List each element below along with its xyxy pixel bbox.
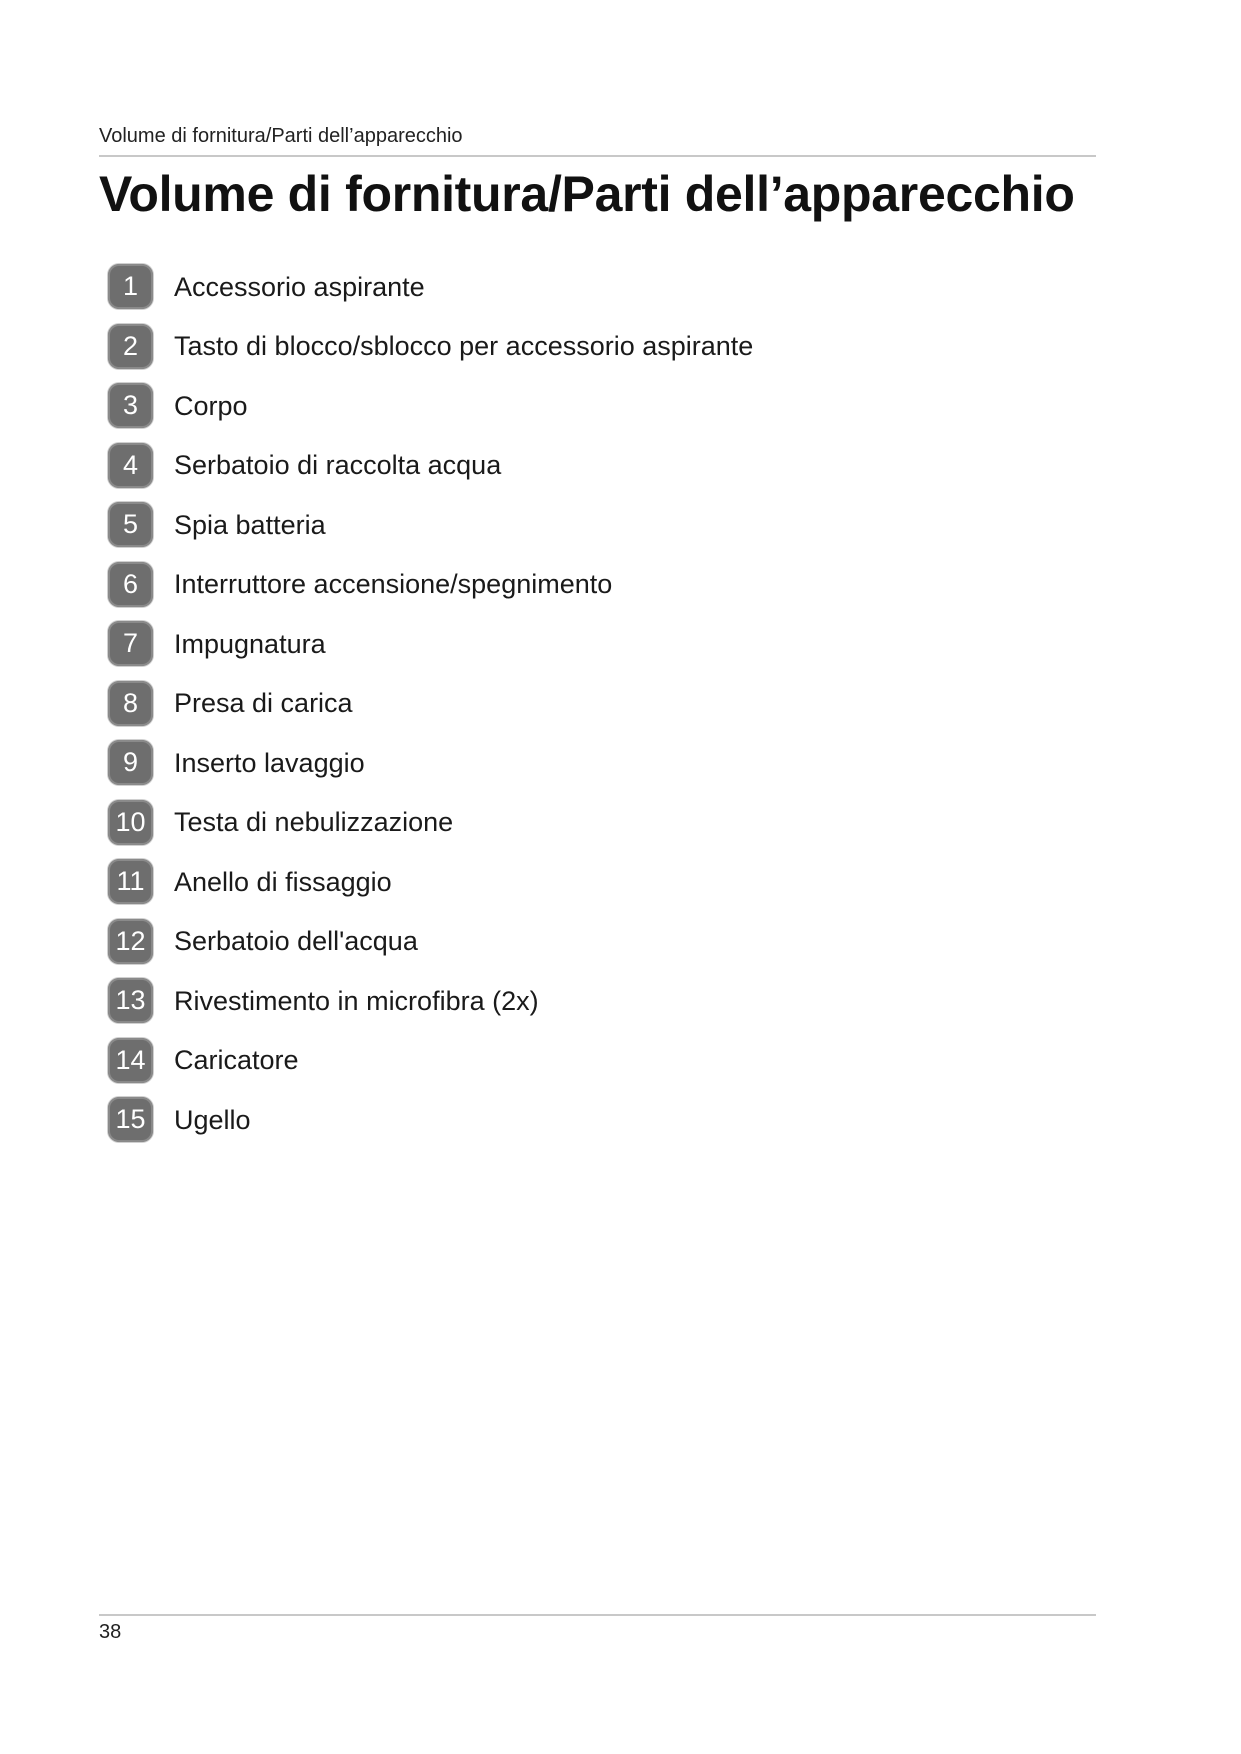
part-label: Spia batteria xyxy=(174,509,326,540)
list-item xyxy=(108,555,753,615)
list-item xyxy=(108,1031,753,1091)
list-item xyxy=(108,436,753,496)
list-item xyxy=(108,317,753,377)
list-item xyxy=(108,674,753,734)
part-number-badge: 3 xyxy=(108,383,153,428)
list-item xyxy=(108,912,753,972)
list-item xyxy=(108,1090,753,1150)
part-label: Presa di carica xyxy=(174,688,353,719)
part-number-badge: 4 xyxy=(108,443,153,488)
part-label: Corpo xyxy=(174,390,248,421)
part-number-badge: 11 xyxy=(108,859,153,904)
running-header: Volume di fornitura/Parti dell’apparecchio xyxy=(99,125,463,147)
part-label: Interruttore accensione/spegnimento xyxy=(174,569,613,600)
part-number-badge: 8 xyxy=(108,681,153,726)
header-divider xyxy=(99,155,1096,157)
part-label: Rivestimento in microfibra (2x) xyxy=(174,985,539,1016)
part-number-badge: 12 xyxy=(108,919,153,964)
part-number-badge: 15 xyxy=(108,1097,153,1142)
part-number-badge: 5 xyxy=(108,502,153,547)
part-number-badge: 7 xyxy=(108,621,153,666)
parts-list xyxy=(108,257,753,1150)
list-item xyxy=(108,971,753,1031)
part-number-badge: 6 xyxy=(108,562,153,607)
list-item xyxy=(108,733,753,793)
part-number-badge: 13 xyxy=(108,978,153,1023)
footer-divider xyxy=(99,1614,1096,1616)
part-label: Caricatore xyxy=(174,1045,299,1076)
part-number-badge: 9 xyxy=(108,740,153,785)
page-number: 38 xyxy=(99,1621,122,1643)
part-number-badge: 10 xyxy=(108,800,153,845)
page-title: Volume di fornitura/Parti dell’apparecchio xyxy=(99,166,1075,222)
part-label: Anello di fissaggio xyxy=(174,866,392,897)
list-item xyxy=(108,614,753,674)
part-label: Inserto lavaggio xyxy=(174,747,365,778)
part-label: Ugello xyxy=(174,1104,251,1135)
list-item xyxy=(108,257,753,317)
list-item xyxy=(108,376,753,436)
part-label: Serbatoio di raccolta acqua xyxy=(174,450,502,481)
list-item xyxy=(108,495,753,555)
part-number-badge: 2 xyxy=(108,324,153,369)
part-label: Testa di nebulizzazione xyxy=(174,807,454,838)
part-label: Tasto di blocco/sblocco per accessorio aspirante xyxy=(174,331,754,362)
part-number-badge: 14 xyxy=(108,1038,153,1083)
list-item xyxy=(108,852,753,912)
part-number-badge: 1 xyxy=(108,264,153,309)
part-label: Impugnatura xyxy=(174,628,326,659)
list-item xyxy=(108,793,753,853)
part-label: Accessorio aspirante xyxy=(174,271,425,302)
part-label: Serbatoio dell'acqua xyxy=(174,926,418,957)
